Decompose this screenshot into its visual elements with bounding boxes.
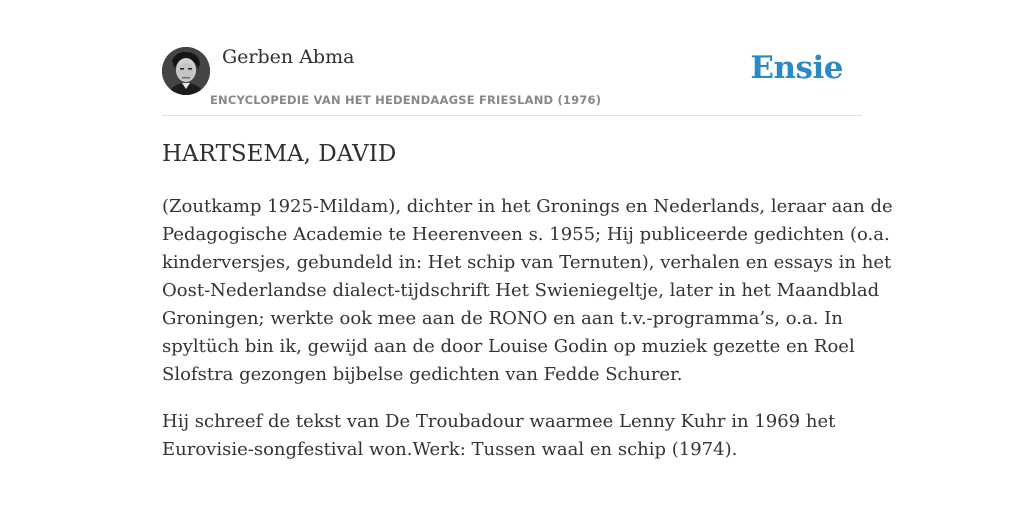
source-label[interactable]: ENCYCLOPEDIE VAN HET HEDENDAAGSE FRIESLAND (1976) xyxy=(210,93,602,107)
text-line: Eurovisie-songfestival won.Werk: Tussen waal en schip (1974). xyxy=(162,439,738,460)
text-line: Groningen; werkte ook mee aan de RONO en aan t.v.-programma’s, o.a. In xyxy=(162,308,843,329)
text-line: Slofstra gezongen bijbelse gedichten van Fedde Schurer. xyxy=(162,364,683,385)
article-title: HARTSEMA, DAVID xyxy=(162,141,397,167)
text-line: Hij schreef de tekst van De Troubadour waarmee Lenny Kuhr in 1969 het xyxy=(162,411,836,432)
person-photo-icon xyxy=(162,47,210,95)
author-name[interactable]: Gerben Abma xyxy=(222,46,355,68)
text-line: spyltüch bin ik, gewijd aan de door Louise Godin op muziek gezette en Roel xyxy=(162,336,855,357)
article-card xyxy=(162,44,893,460)
paragraph-1 xyxy=(162,193,893,389)
paragraph-2 xyxy=(162,408,862,464)
text-line: (Zoutkamp 1925-Mildam), dichter in het Gronings en Nederlands, leraar aan de xyxy=(162,196,893,217)
article-body xyxy=(162,193,893,483)
article-header xyxy=(162,44,862,116)
text-line: Oost-Nederlandse dialect-tijdschrift Het Swieniegeltje, later in het Maandblad xyxy=(162,280,880,301)
author-avatar[interactable] xyxy=(162,47,210,95)
brand-logo[interactable]: Ensie xyxy=(750,50,843,86)
text-line: Pedagogische Academie te Heerenveen s. 1955; Hij publiceerde gedichten (o.a. xyxy=(162,224,890,245)
text-line: kinderversjes, gebundeld in: Het schip van Ternuten), verhalen en essays in het xyxy=(162,252,892,273)
